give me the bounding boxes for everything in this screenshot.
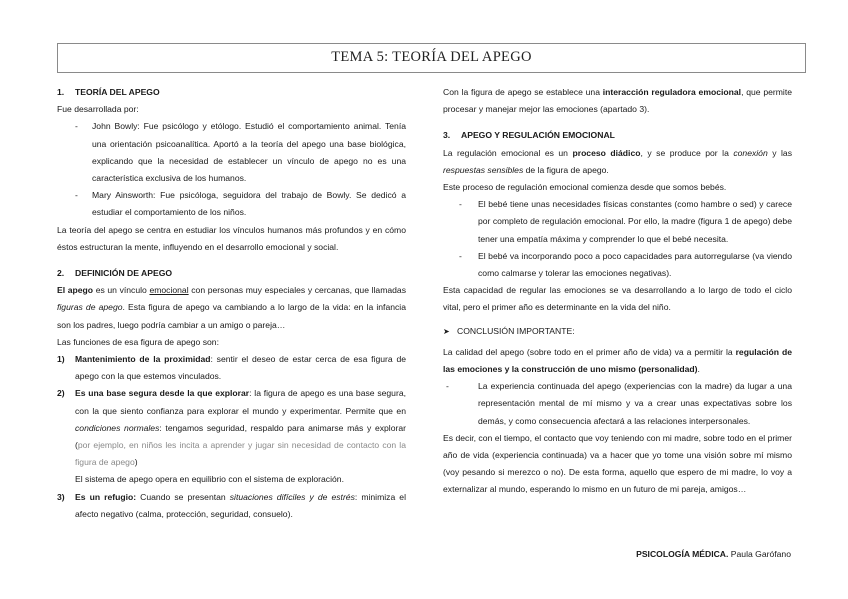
function-3: 3) Es un refugio: Cuando se presentan situaciones difíciles y de estrés: minimiza el afecto negativo (calma, protección, seguridad, consuelo). bbox=[57, 491, 406, 519]
s2-paragraph-2: Las funciones de esa figura de apego son: bbox=[57, 336, 219, 347]
s1-paragraph: La teoría del apego se centra en estudiar los vínculos humanos más profundos y en cómo éstos estructuran la mente, influyendo en el desarrollo emocional y social. bbox=[57, 224, 406, 252]
r-paragraph-4: La calidad del apego (sobre todo en el primer año de vida) va a permitir la regulación de las emociones y la construcción de uno mismo (personalidad). bbox=[443, 346, 793, 375]
title-box bbox=[57, 43, 806, 73]
left-column bbox=[57, 84, 406, 523]
function-2-extra: El sistema de apego opera en equilibrio con el sistema de exploración. bbox=[75, 474, 344, 485]
r-paragraph-5: Es decir, con el tiempo, el contacto que voy teniendo con mi madre, sobre todo en el primer año de vida (experiencia continuada) va a hacer que yo tome una visión sobre mí mismo (voy pesando si merezco o no). De esta forma, aquello que espero de mi madre, lo voy a externalizar al mundo, esperando lo mismo en un futuro de mi pareja, amigos… bbox=[443, 432, 792, 495]
function-2: 2) Es una base segura desde la que explorar: la figura de apego es una base segura, con la que siento confianza para explorar el mundo y experimentar. Permite que en condiciones normales: tengamos seguridad, respaldo para animarse más y explorar (por ejemplo, en niños les incita a aprender y jugar sin necesidad de contacto con la figura de apego) bbox=[57, 388, 406, 468]
r-paragraph-3: Esta capacidad de regular las emociones se va desarrollando a lo largo de todo el ciclo vital, pero el primer año es determinante en la vida del niño. bbox=[443, 285, 792, 313]
arrow-icon: ➤ bbox=[443, 326, 450, 336]
s2-paragraph-1: El apego es un vínculo emocional con personas muy especiales y cercanas, que llamadas figuras de apego. Esta figura de apego va cambiando a lo largo de la vida: en la infancia son los padres, luego podría cambiar a un amigo o pareja… bbox=[57, 285, 406, 330]
function-1: 1) Mantenimiento de la proximidad: sentir el deseo de estar cerca de esa figura de apego con la que estemos vinculados. bbox=[57, 354, 407, 382]
section-3-heading: 3. APEGO Y REGULACIÓN EMOCIONAL bbox=[443, 130, 615, 141]
list-item: - El bebé va incorporando poco a poco capacidades para autorregularse (va viendo como calmarse y tolerar las emociones negativas). bbox=[459, 250, 792, 279]
list-item: - El bebé tiene unas necesidades físicas constantes (como hambre o sed) y carece por completo de regulación emocional. Por ello, la madre (figura 1 de apego) debe tener una empatía máxima y comprender lo que el bebé necesita. bbox=[459, 199, 792, 244]
r-paragraph-2: Este proceso de regulación emocional comienza desde que somos bebés. bbox=[443, 182, 727, 193]
right-column bbox=[443, 84, 792, 499]
r-paragraph-1: La regulación emocional es un proceso diádico, y se produce por la conexión y las respuestas sensibles de la figura de apego. bbox=[443, 147, 793, 175]
s1-intro: Fue desarrollada por: bbox=[57, 104, 139, 115]
r-paragraph-0: Con la figura de apego se establece una interacción reguladora emocional, que permite procesar y manejar mejor las emociones (apartado 3). bbox=[443, 87, 792, 115]
list-item: - La experiencia continuada del apego (experiencias con la madre) da lugar a una representación mental de mí mismo y va a crear unas expectativas sobre los demás, y como consecuencia afectará a las relaciones interpersonales. bbox=[446, 381, 792, 426]
conclusion-heading: ➤ CONCLUSIÓN IMPORTANTE: bbox=[443, 323, 792, 340]
list-item: - John Bowly: Fue psicólogo y etólogo. Estudió el comportamiento animal. Tenía una orientación psicoanalítica. Aportó a la teoría del apego una base biológica, explicando que la necesidad de establecer un vínculo de apego no es una característica exclusiva de los humanos. bbox=[75, 121, 406, 184]
list-item: - Mary Ainsworth: Fue psicóloga, seguidora del trabajo de Bowly. Se dedicó a estudiar el comportamiento de los niños. bbox=[75, 190, 406, 218]
footer: PSICOLOGÍA MÉDICA. Paula Garófano bbox=[636, 549, 791, 559]
page-title: TEMA 5: TEORÍA DEL APEGO bbox=[331, 49, 532, 66]
section-1-heading: 1. TEORÍA DEL APEGO bbox=[57, 87, 160, 97]
section-2-heading: 2. DEFINICIÓN DE APEGO bbox=[57, 268, 173, 279]
